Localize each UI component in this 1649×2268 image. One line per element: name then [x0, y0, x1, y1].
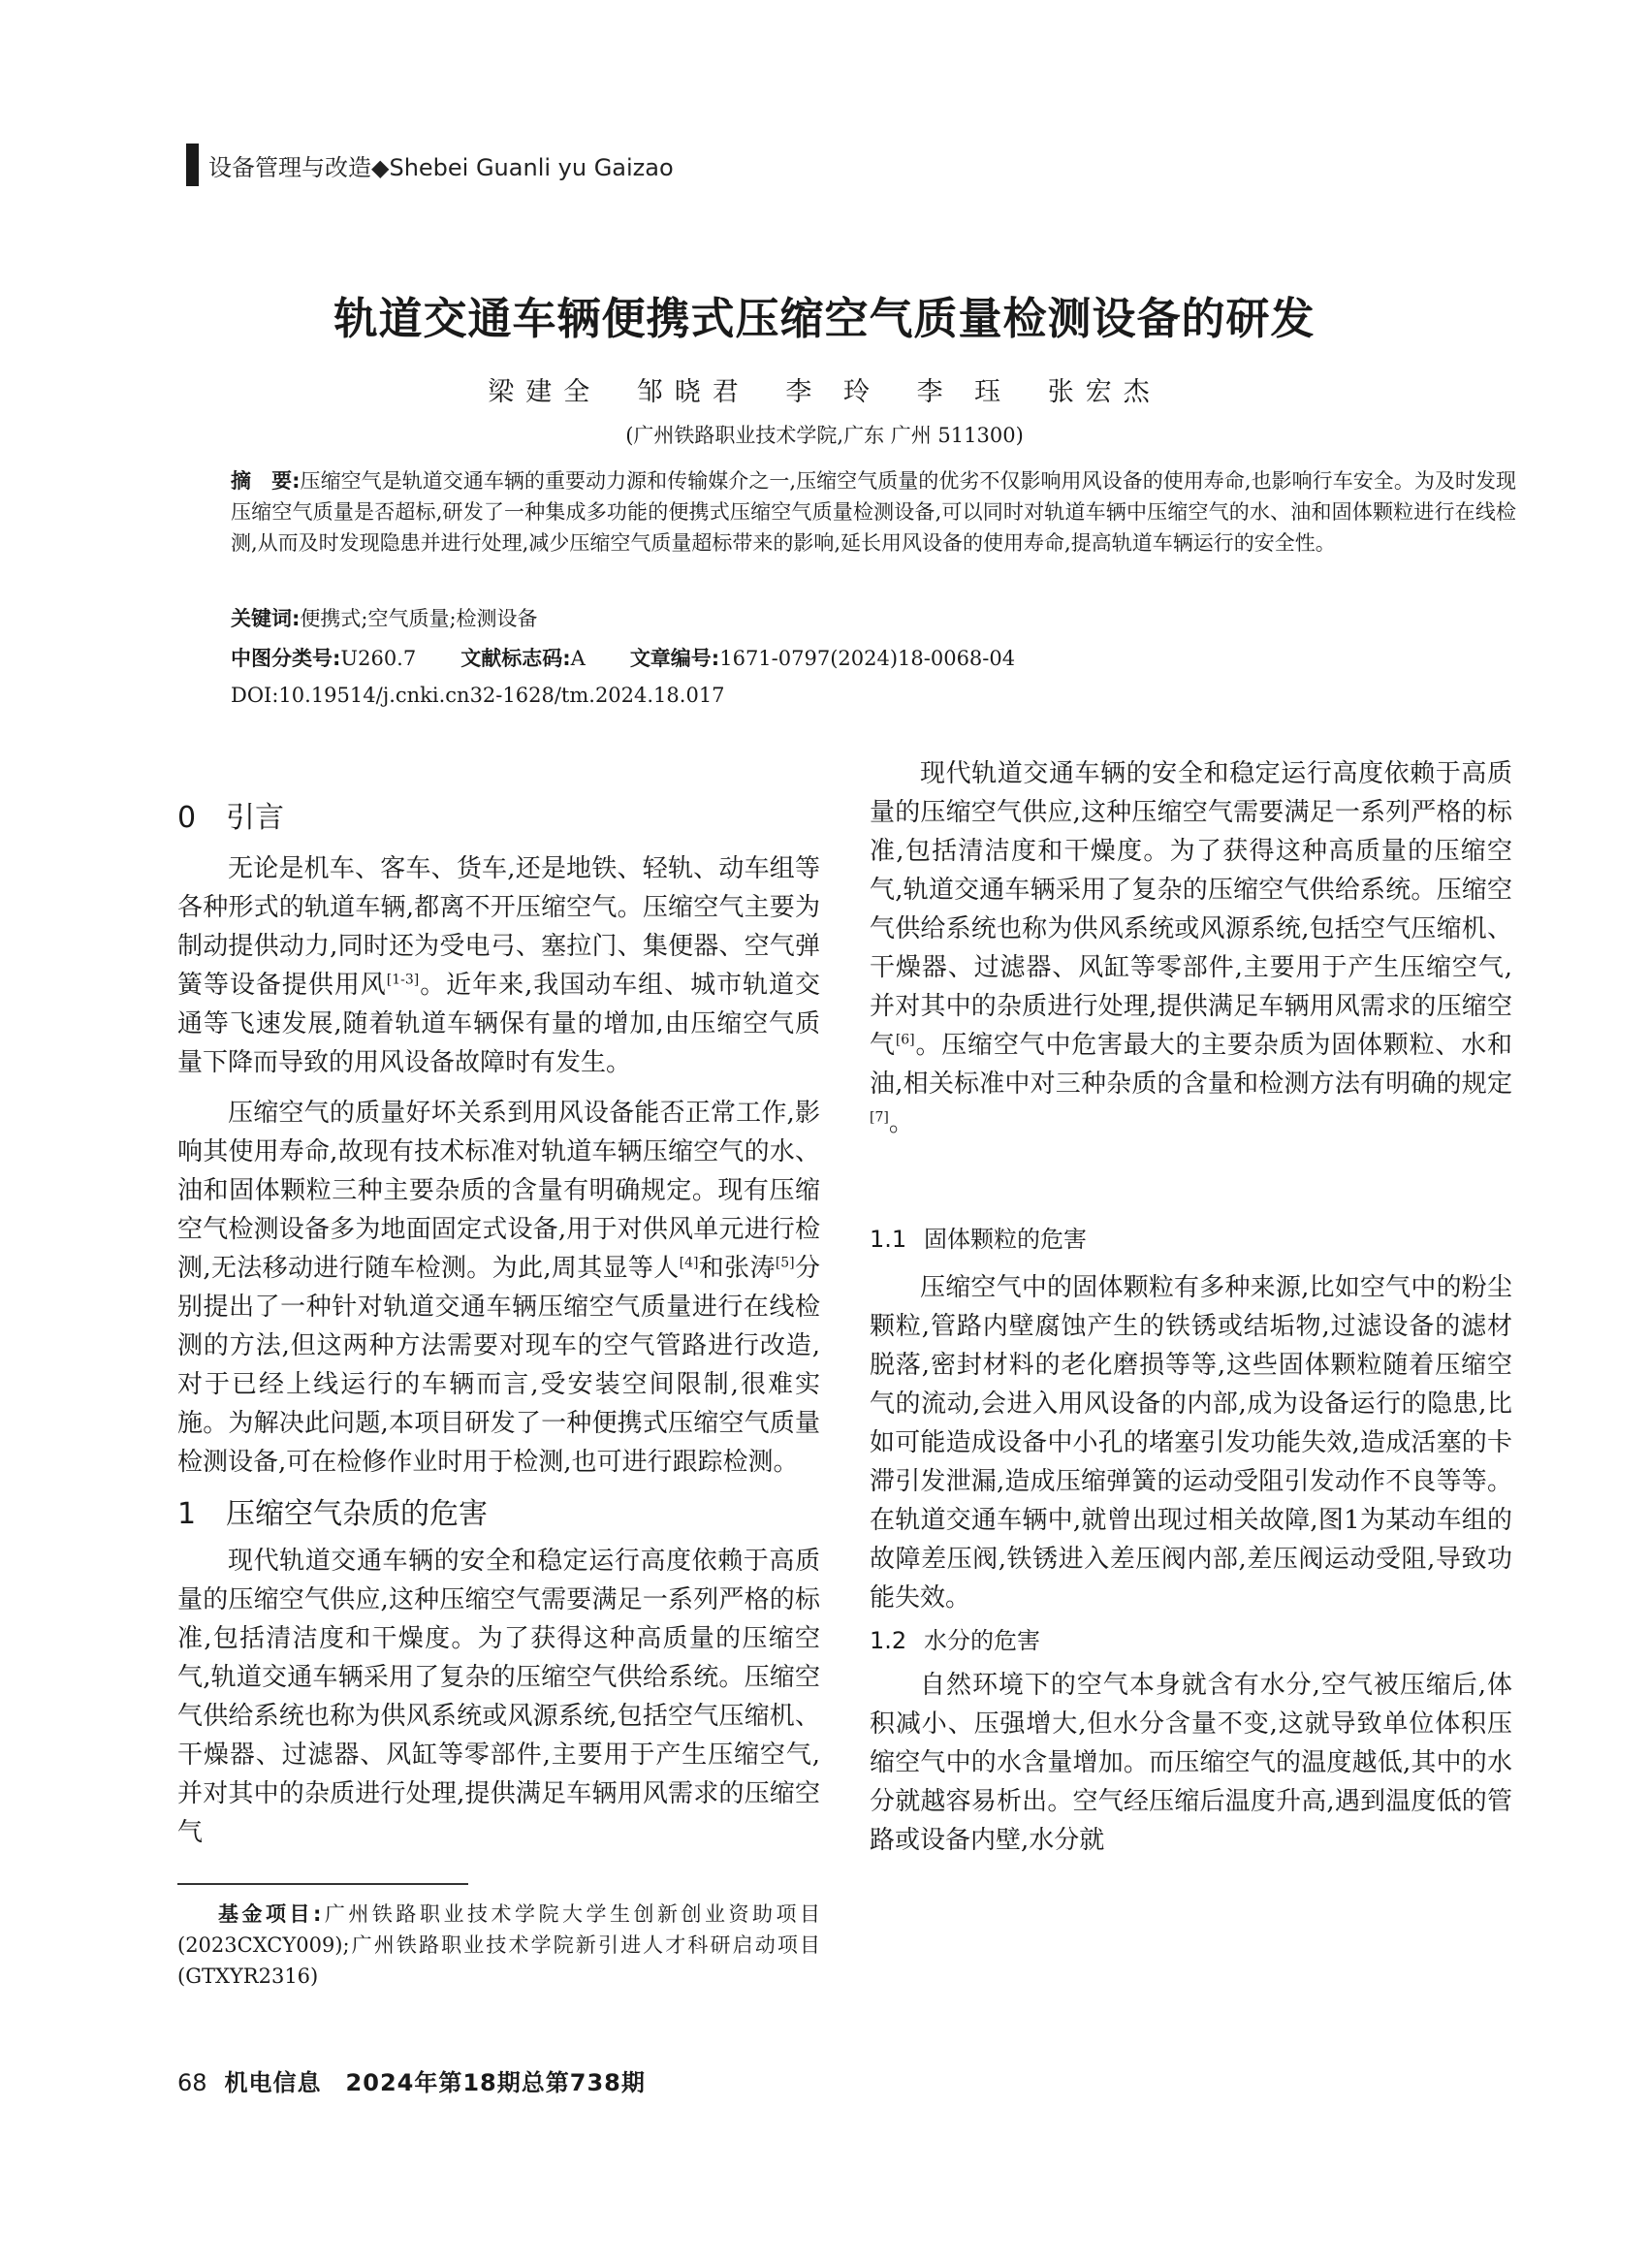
header-bar — [186, 144, 199, 186]
paragraph: 自然环境下的空气本身就含有水分,空气被压缩后,体积减小、压强增大,但水分含量不变,这就导致单位体积压缩空气中的水含量增加。而压缩空气的温度越低,其中的水分就越容易析出。空气经压缩后温度升高,遇到温度低的管路或设备内壁,水分就 — [870, 1671, 1512, 1855]
citation: [5] — [775, 1255, 795, 1271]
subsection-title: 固体颗粒的危害 — [924, 1226, 1087, 1253]
section-title: 引言 — [226, 801, 284, 835]
page-footer — [177, 2063, 646, 2097]
affiliation: (广州铁路职业技术学院,广东 广州 511300) — [625, 424, 1024, 447]
paragraph: 现代轨道交通车辆的安全和稳定运行高度依赖于高质量的压缩空气供应,这种压缩空气需要满足一系列严格的标准,包括清洁度和干燥度。为了获得这种高质量的压缩空气,轨道交通车辆采用了复杂的压缩空气供给系统。压缩空气供给系统也称为供风系统或风源系统,包括空气压缩机、干燥器、过滤器、风缸等零部件,主要用于产生压缩空气,并对其中的杂质进行处理,提供满足车辆用风需求的压缩空气 — [177, 1547, 820, 1847]
running-header — [186, 144, 674, 186]
right-column — [870, 759, 1512, 1860]
page-number: 68 — [177, 2069, 207, 2096]
paper-title: 轨道交通车辆便携式压缩空气质量检测设备的研发 — [333, 293, 1316, 344]
keywords-text: 便携式;空气质量;检测设备 — [300, 607, 538, 630]
abstract — [231, 465, 1516, 559]
citation: [1-3] — [386, 972, 420, 988]
doc-code-value: A — [570, 647, 586, 670]
article-number-label: 文章编号: — [629, 647, 720, 670]
paragraph: 无论是机车、客车、货车,还是地铁、轻轨、动车组等各种形式的轨道车辆,都离不开压缩空气。压缩空气主要为制动提供动力,同时还为受电弓、塞拉门、集便器、空气弹簧等设备提供用风[1-3]。近年来,我国动车组、城市轨道交通等飞速发展,随着轨道车辆保有量的增加,由压缩空气质量下降而导致的用风设备故障时有发生。 — [177, 854, 820, 1077]
subsection-number: 1.1 — [870, 1226, 907, 1253]
author: 邹晓君 — [636, 377, 750, 407]
keywords-label: 关键词: — [231, 607, 301, 630]
abstract-text: 压缩空气是轨道交通车辆的重要动力源和传输媒介之一,压缩空气质量的优劣不仅影响用风设备的使用寿命,也影响行车安全。为及时发现压缩空气质量是否超标,研发了一种集成多功能的便携式压缩空气质量检测设备,可以同时对轨道车辆中压缩空气的水、油和固体颗粒进行在线检测,从而及时发现隐患并进行处理,减少压缩空气质量超标带来的影响,延长用风设备的使用寿命,提高轨道车辆运行的安全性。 — [231, 469, 1516, 555]
citation: [6] — [895, 1032, 915, 1048]
authors — [0, 370, 1649, 408]
section-number: 1 — [177, 1497, 197, 1531]
author: 张宏杰 — [1047, 377, 1161, 407]
paragraph-continued: 现代轨道交通车辆的安全和稳定运行高度依赖于高质量的压缩空气供应,这种压缩空气需要满足一系列严格的标准,包括清洁度和干燥度。为了获得这种高质量的压缩空气,轨道交通车辆采用了复杂的压缩空气供给系统。压缩空气供给系统也称为供风系统或风源系统,包括空气压缩机、干燥器、过滤器、风缸等零部件,主要用于产生压缩空气,并对其中的杂质进行处理,提供满足车辆用风需求的压缩空气[6]。压缩空气中危害最大的主要杂质为固体颗粒、水和油,相关标准中对三种杂质的含量和检测方法有明确的规定[7]。 — [870, 759, 1512, 1137]
author: 梁建全 — [488, 377, 602, 407]
footnote-rule — [177, 1883, 468, 1885]
footnote-label: 基金项目: — [218, 1902, 322, 1926]
clc-value: U260.7 — [340, 647, 417, 670]
author: 李 玲 — [785, 377, 881, 407]
citation: [7] — [870, 1109, 889, 1126]
subsection-title: 水分的危害 — [924, 1627, 1040, 1654]
article-number-value: 1671-0797(2024)18-0068-04 — [719, 647, 1016, 670]
subsection-heading — [870, 1220, 1512, 1259]
left-column — [177, 793, 820, 1847]
section-title: 压缩空气杂质的危害 — [226, 1497, 488, 1531]
author: 李 珏 — [916, 377, 1013, 407]
abstract-label: 摘 要: — [231, 469, 301, 493]
footnote-text: 广州铁路职业技术学院大学生创新创业资助项目(2023CXCY009);广州铁路职业技术学院新引进人才科研启动项目(GTXYR2316) — [177, 1902, 820, 1988]
header-text: 设备管理与改造◆Shebei Guanli yu Gaizao — [208, 153, 674, 181]
paragraph: 压缩空气的质量好坏关系到用风设备能否正常工作,影响其使用寿命,故现有技术标准对轨道车辆压缩空气的水、油和固体颗粒三种主要杂质的含量有明确规定。现有压缩空气检测设备多为地面固定式设备,用于对供风单元进行检测,无法移动进行随车检测。为此,周其显等人[4]和张涛[5]分别提出了一种针对轨道交通车辆压缩空气质量进行在线检测的方法,但这两种方法需要对现车的空气管路进行改造,对于已经上线运行的车辆而言,受安装空间限制,很难实施。为解决此问题,本项目研发了一种便携式压缩空气质量检测设备,可在检修作业时用于检测,也可进行跟踪检测。 — [177, 1099, 820, 1477]
section-heading — [177, 793, 820, 844]
journal-issue: 机电信息 2024年第18期总第738期 — [224, 2069, 646, 2096]
citation: [4] — [679, 1255, 699, 1271]
keywords — [231, 603, 538, 632]
section-number: 0 — [177, 801, 197, 835]
footnote — [177, 1899, 820, 1992]
classification-line — [231, 643, 1015, 672]
clc-label: 中图分类号: — [231, 647, 341, 670]
doi: DOI:10.19514/j.cnki.cn32-1628/tm.2024.18.017 — [231, 684, 725, 707]
subsection-number: 1.2 — [870, 1627, 907, 1654]
doc-code-label: 文献标志码: — [460, 647, 571, 670]
section-heading — [177, 1489, 820, 1540]
subsection-heading — [870, 1621, 1512, 1660]
paragraph: 压缩空气中的固体颗粒有多种来源,比如空气中的粉尘颗粒,管路内壁腐蚀产生的铁锈或结垢物,过滤设备的滤材脱落,密封材料的老化磨损等等,这些固体颗粒随着压缩空气的流动,会进入用风设备的内部,成为设备运行的隐患,比如可能造成设备中小孔的堵塞引发功能失效,造成活塞的卡滞引发泄漏,造成压缩弹簧的运动受阻引发动作不良等等。在轨道交通车辆中,就曾出现过相关故障,图1为某动车组的故障差压阀,铁锈进入差压阀内部,差压阀运动受阻,导致功能失效。 — [870, 1273, 1512, 1613]
